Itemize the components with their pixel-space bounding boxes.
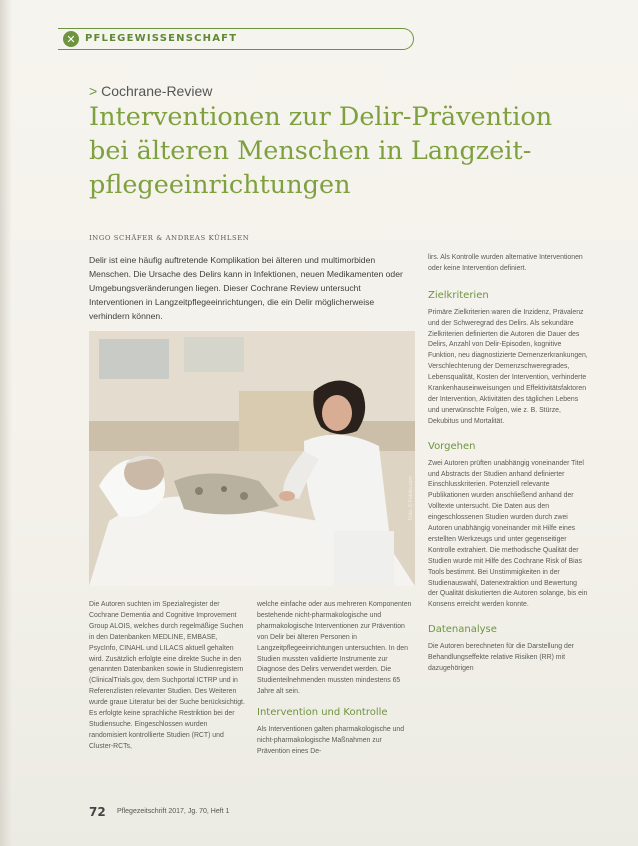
column-right: [428, 253, 588, 675]
article-photo: [89, 331, 415, 586]
heading-zielkriterien: Zielkriterien: [428, 289, 489, 301]
article-authors: INGO SCHÄFER & ANDREAS KÜHLSEN: [89, 234, 250, 242]
kicker-text: Cochrane-Review: [101, 83, 213, 99]
column-middle-text-top: welche einfache oder aus mehreren Komponenten bestehende nicht-pharmakologische und pharmakologische Interventionen zur Prävention von Delir bei älteren Personen in Langzeitpflegeeinrichtungen untersuchten. In den Studien mussten validierte Instrumente zur Diagnose des Delirs verwendet werden. Die Studienteilnehmenden mussten mindestens 65 Jahre alt sein.: [257, 601, 412, 696]
section-label: PFLEGEWISSENSCHAFT: [85, 33, 238, 44]
column-right-zielkriterien-text: Primäre Zielkriterien waren die Inzidenz, Prävalenz und der Schweregrad des Delirs. Als sekundäre Zielkriterien definierten die Autoren die Dauer des Delirs, Anzahl von Delir-Episoden, kognitive Funktion, neu diagnostizierte Demenzerkrankungen, Verschlechterung der Demenzschweregrades, Lebensqualität, Kosten der Intervention, verhinderte Krankenhauseinweisungen und Effektivitätsfaktoren der Intervention, Aktivitäten des täglichen Lebens und unerwünschte Folgen, wie z. B. Stürze, Dekubitus und Mortalität.: [428, 308, 588, 425]
article-lead: Delir ist eine häufig auftretende Komplikation bei älteren und multimorbiden Menschen. Die Ursache des Delirs kann in Infektionen, neuen Medikamenten oder Umgebungsveränderungen liegen. Dieser Cochrane Review untersucht Interventionen in Langzeitpflegeeinrichtungen, die ein Delir möglicherweise verhindern können.: [89, 255, 403, 322]
nurse-patient-illustration: [89, 331, 415, 586]
column-right-vorgehen-text: Zwei Autoren prüften unabhängig voneinander Titel und Abstracts der Studien anhand definierter Einschlusskriterien. Potenziell relevante Publikationen wurden anschließend anhand der Volltexte untersucht. Die Daten aus den eingeschlossenen Studien wurden durch zwei Autoren unabhängig voneinander mit Hilfe eines erstellten Werkzeugs und unter gegenseitiger Kontrolle extrahiert. Die methodische Qualität der Studien wurde mit Hilfe des Cochrane Risk of Bias Tools bestimmt. Bei Unstimmigkeiten in der Studienauswahl, Datenextraktion und Bewertung der Qualität diskutierten die Autoren solange, bis ein Konsens erreicht werden konnte.: [428, 459, 588, 609]
column-left-text: Die Autoren suchten im Spezialregister der Cochrane Dementia and Cognitive Improvement Group ALOIS, welches durch regelmäßige Suchen in den Datenbanken MEDLINE, EMBASE, PsycInfo, CINAHL und LILACS aktuell gehalten wird. Zusätzlich erfolgte eine direkte Suche in den genannten Datenbanken sowie in Studienregistern (ClinicalTrials.gov, dem Suchportal ICTRP und in Referenzlisten relevanter Studien. Des Weiteren wurde graue Literatur bei der Suche berücksichtigt. Es erfolgte keine sprachliche Restriktion bei der Studiensuche. Eingeschlossen wurden randomisiert kontrollierte Studien (RCT) und Cluster-RCTs,: [89, 601, 245, 750]
heading-vorgehen: Vorgehen: [428, 440, 476, 452]
column-middle-text-bottom: Als Interventionen galten pharmakologische und nicht-pharmakologische Maßnahmen zur Prävention eines De-: [257, 726, 405, 755]
page-number: 72: [89, 805, 106, 819]
photo-credit: Foto: © Fotolia.com: [408, 476, 414, 520]
pflege-logo-icon: ✕: [63, 31, 79, 47]
column-middle: [257, 600, 415, 758]
kicker-arrow-icon: >: [89, 83, 98, 99]
heading-datenanalyse: Datenanalyse: [428, 624, 497, 636]
journal-reference: Pflegezeitschrift 2017, Jg. 70, Heft 1: [117, 808, 230, 815]
column-right-datenanalyse-text: Die Autoren berechneten für die Darstellung der Behandlungseffekte relative Risiken (RR) mit dazugehörigen: [428, 643, 574, 672]
column-left: [89, 600, 246, 753]
page-gutter-shadow: [0, 0, 12, 846]
heading-intervention-kontrolle: Intervention und Kontrolle: [257, 707, 388, 719]
article-kicker: [89, 83, 212, 99]
article-title: Interventionen zur Delir-Prävention bei älteren Menschen in Langzeit-pflegeeinrichtungen: [89, 102, 553, 200]
column-right-intro: lirs. Als Kontrolle wurden alternative Interventionen oder keine Intervention definiert.: [428, 254, 583, 272]
